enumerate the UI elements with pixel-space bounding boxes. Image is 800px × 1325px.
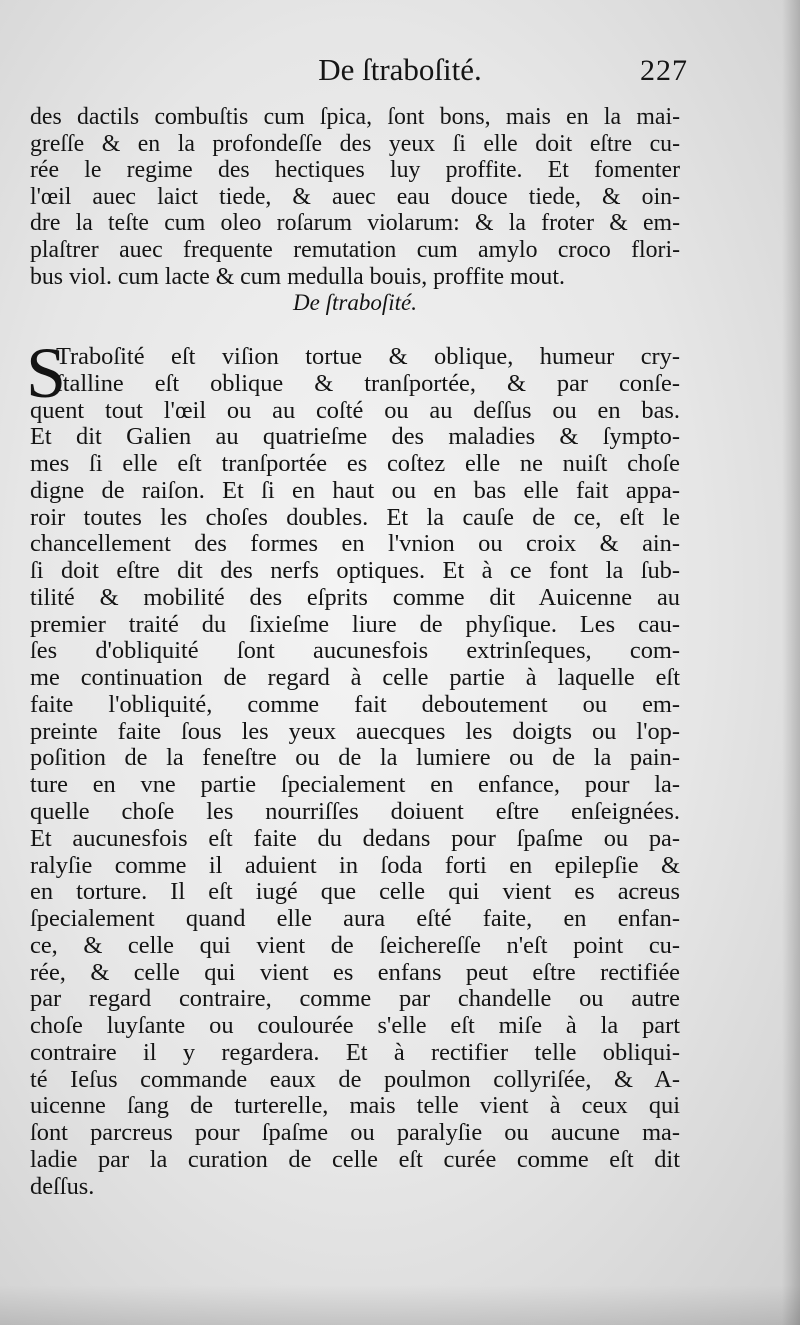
running-title: De ſtraboſité. bbox=[318, 52, 482, 87]
text-line: rée, & celle qui vient es enfans peut eſtre rectifiée bbox=[30, 958, 680, 986]
text-line: plaſtrer auec frequente remutation cum amylo croco flori- bbox=[30, 236, 680, 263]
text-line: contraire il y regardera. Et à rectifier telle obliqui- bbox=[30, 1038, 680, 1066]
text-line: ce, & celle qui vient de ſeichereſſe n'eſt point cu- bbox=[30, 931, 680, 959]
text-line: quent tout l'œil ou au coſté ou au deſſus ou en bas. bbox=[30, 396, 680, 424]
drop-cap: S bbox=[26, 333, 67, 413]
text-line: ture en vne partie ſpecialement en enfance, pour la- bbox=[30, 771, 680, 799]
text-line: poſition de la feneſtre ou de la lumiere ou de la pain- bbox=[30, 744, 680, 772]
page-bottom-shadow bbox=[0, 1285, 800, 1325]
text-line: mes ſi elle eſt tranſportée es coſtez elle ne nuiſt choſe bbox=[30, 450, 680, 478]
text-line: ſont parcreus pour ſpaſme ou paralyſie ou aucune ma- bbox=[30, 1119, 680, 1147]
text-line: faite l'obliquité, comme fait deboutement ou em- bbox=[30, 690, 680, 718]
text-line: me continuation de regard à celle partie à laquelle eſt bbox=[30, 664, 680, 692]
text-line: tilité & mobilité des eſprits comme dit Auicenne au bbox=[30, 583, 680, 611]
text-line: choſe luyſante ou coulourée s'elle eſt miſe à la part bbox=[30, 1012, 680, 1040]
text-line: té Ieſus commande eaux de poulmon collyriſée, & A- bbox=[30, 1065, 680, 1093]
text-line: preinte faite ſous les yeux auecques les doigts ou l'op- bbox=[30, 717, 680, 745]
section-heading: De ſtraboſité. bbox=[293, 290, 417, 316]
text-line: ladie par la curation de celle eſt curée comme eſt dit bbox=[30, 1145, 680, 1173]
text-line: uicenne ſang de turterelle, mais telle vient à ceux qui bbox=[30, 1092, 680, 1120]
top-paragraph bbox=[30, 104, 680, 317]
body-paragraph bbox=[30, 344, 680, 1201]
text-line: par regard contraire, comme par chandelle ou autre bbox=[30, 985, 680, 1013]
text-line: deſſus. bbox=[30, 1172, 95, 1200]
text-line: Et aucunesfois eſt faite du dedans pour ſpaſme ou pa- bbox=[30, 824, 680, 852]
page-edge-shadow bbox=[782, 0, 800, 1325]
text-line: ſpecialement quand elle aura eſté faite, en enfan- bbox=[30, 905, 680, 933]
text-line: des dactils combuſtis cum ſpica, ſont bons, mais en la mai- bbox=[30, 104, 680, 130]
text-line: digne de raiſon. Et ſi en haut ou en bas elle fait appa- bbox=[30, 476, 680, 504]
text-line: greſſe & en la profondeſſe des yeux ſi elle doit eſtre cu- bbox=[30, 130, 680, 157]
text-line: dre la teſte cum oleo roſarum violarum: & la froter & em- bbox=[30, 210, 680, 237]
text-line: bus viol. cum lacte & cum medulla bouis, proffite mout. bbox=[30, 263, 565, 290]
text-line: rée le regime des hectiques luy proffite. Et fomenter bbox=[30, 157, 680, 184]
text-line: premier traité du ſixieſme liure de phyſique. Les cau- bbox=[30, 610, 680, 638]
text-line: l'œil auec laict tiede, & auec eau douce tiede, & oin- bbox=[30, 183, 680, 210]
text-line: chancellement des formes en l'vnion ou croix & ain- bbox=[30, 530, 680, 558]
text-line: roir toutes les choſes doubles. Et la cauſe de ce, eſt le bbox=[30, 503, 680, 531]
text-line: ſi doit eſtre dit des nerfs optiques. Et à ce font la ſub- bbox=[30, 557, 680, 585]
text-line: Traboſité eſt viſion tortue & oblique, humeur cry- bbox=[56, 343, 680, 370]
text-line: ſtalline eſt oblique & tranſportée, & par conſe- bbox=[56, 369, 680, 397]
text-line: en torture. Il eſt iugé que celle qui vient es acreus bbox=[30, 878, 680, 906]
text-line: Et dit Galien au quatrieſme des maladies & ſympto- bbox=[30, 423, 680, 451]
text-line: quelle choſe les nourriſſes doiuent eſtre enſeignées. bbox=[30, 798, 680, 826]
text-line: ſes d'obliquité ſont aucunesfois extrinſeques, com- bbox=[30, 637, 680, 665]
page-number: 227 bbox=[640, 54, 688, 87]
text-line: ralyſie comme il aduient in ſoda forti en epilepſie & bbox=[30, 851, 680, 879]
